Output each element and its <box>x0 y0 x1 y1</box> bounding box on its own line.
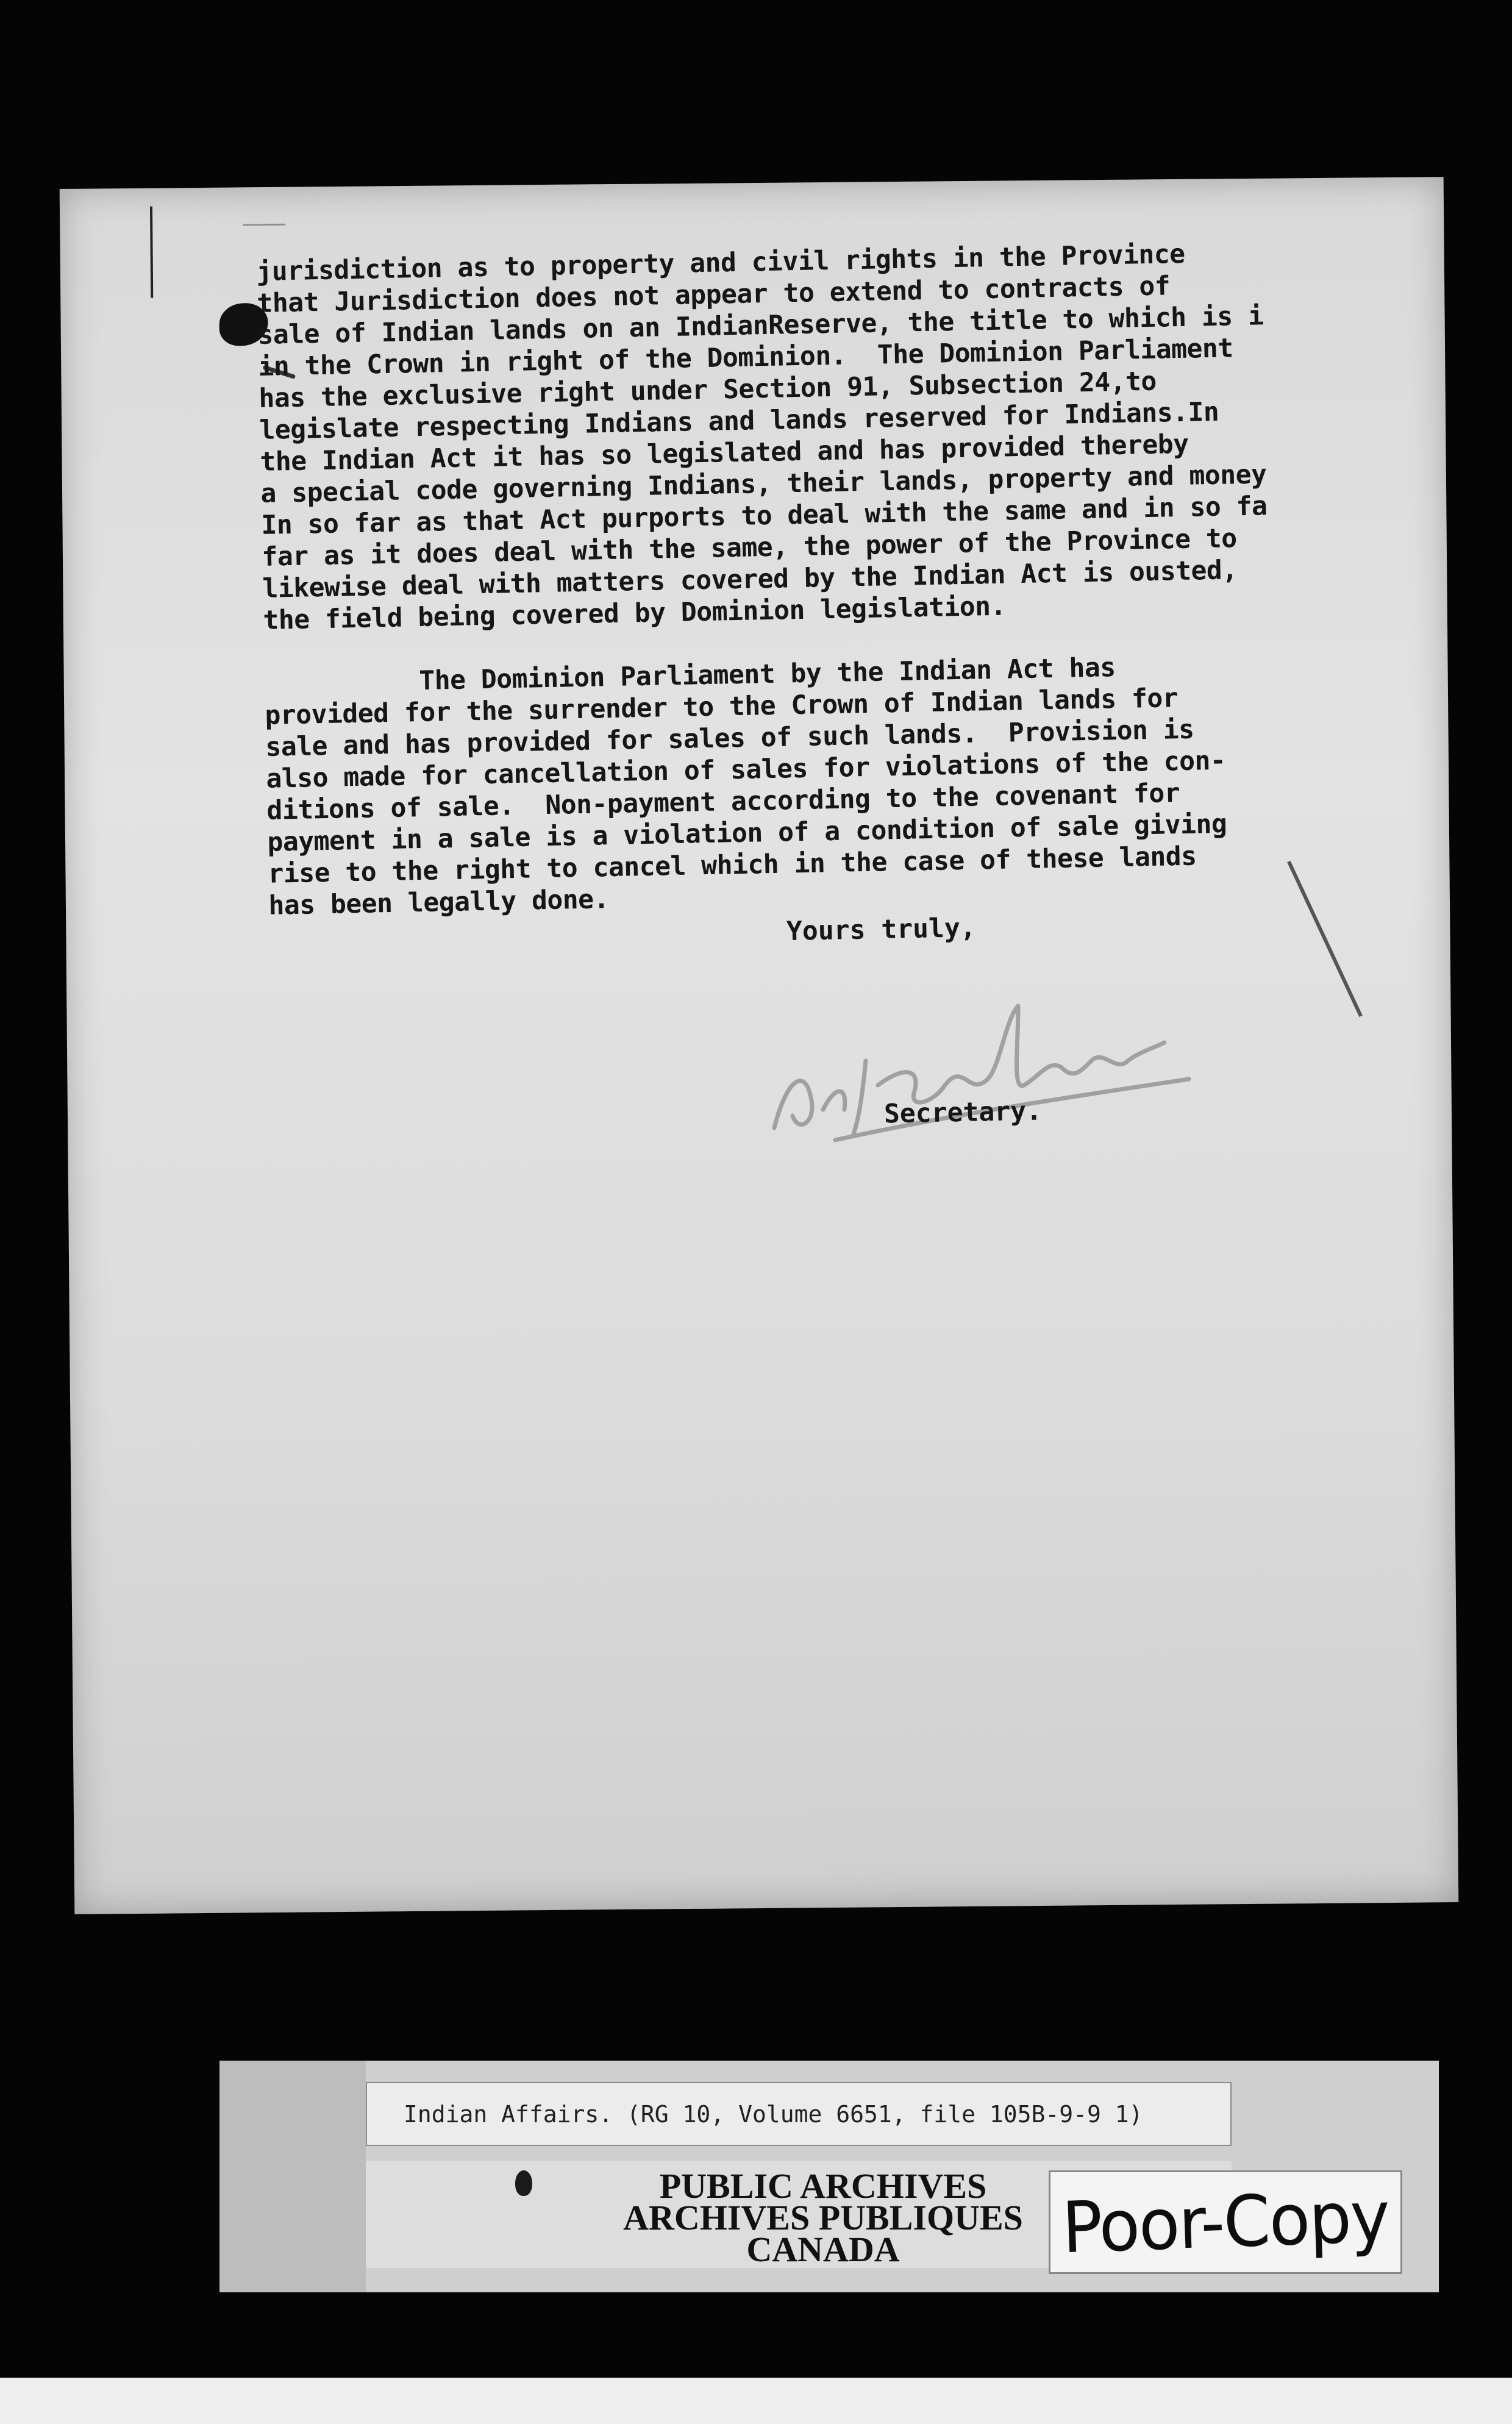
margin-mark-corner <box>243 224 285 226</box>
signer-title: Secretary. <box>883 1096 1043 1130</box>
archives-line-french: ARCHIVES PUBLIQUES <box>623 2198 1023 2237</box>
letter-body <box>256 235 1391 922</box>
reference-text: Indian Affairs. (RG 10, Volume 6651, file 105B-9-9 1) <box>404 2100 1143 2128</box>
letter-paragraph-1: jurisdiction as to property and civil rights in the Province that Jurisdiction does not appear to extend to contracts of sale of Indian lands on an IndianReserve, the title to which is i in the Crown in right of the Dominion. The Dominion Parliament has the exclusive right under Section 91, Subsection 24,to legislate respecting Indians and lands reserved for Indians.In the Indian Act it has so legislated and has provided thereby a special code governing Indians, their lands, property and money In so far as that Act purports to deal with the same and in so fa far as it does deal with the same, the power of the Province to likewise deal with matters covered by the Indian Act is ousted, the field being covered by Dominion legislation. <box>256 238 1268 636</box>
film-bottom-edge <box>0 2378 1512 2424</box>
signature <box>762 994 1201 1152</box>
margin-mark-left <box>150 207 153 298</box>
archive-ink-blot <box>515 2170 532 2196</box>
letter-paragraph-2: The Dominion Parliament by the Indian Act has provided for the surrender to the Crown of Indian lands for sale and has provided for sales of such lands. Provision is also made for cancellation of sales for violations of the con- ditions of sale. Non-payment according to the covenant for payment in a sale is a violation of a condition of sale giving rise to the right to cancel which in the case of these lands has been legally done. <box>263 652 1227 921</box>
archive-label-tab <box>219 2061 366 2292</box>
poor-copy-text: Poor-Copy <box>1060 2175 1391 2269</box>
archives-line-country: CANADA <box>746 2230 900 2269</box>
reference-box <box>366 2082 1232 2146</box>
archives-name <box>585 2166 1061 2269</box>
letter-closing: Yours truly, <box>786 913 977 947</box>
poor-copy-stamp <box>1049 2170 1402 2274</box>
archives-line-english: PUBLIC ARCHIVES <box>659 2166 987 2206</box>
